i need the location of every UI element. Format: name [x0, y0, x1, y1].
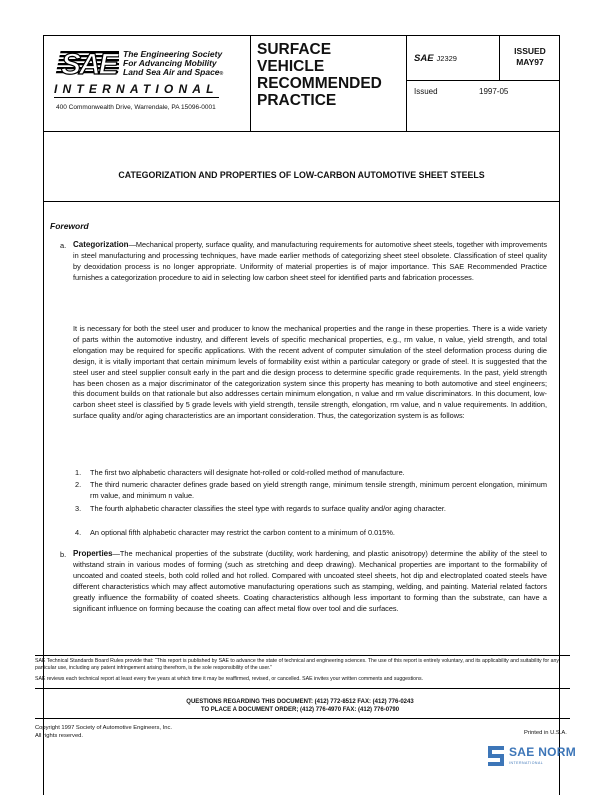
- org-name: [123, 50, 263, 79]
- section-b-body: —The mechanical properties of the substrate (ductility, work hardening, and plastic anisotropy) determine the ability of the steel to withstand strain in various modes of forming (such as stretching and deep drawing). Mechanical properties are important to the formability of uncoated and coated steels, both cold rolled and hot rolled. Compared with uncoated steel sheets, hot dip and electroplated coated steels have different characteristics which may affect automotive manufacturing operations such as stamping, welding, and painting. Material related factors greatly influence the formability of coated sheets. Coating characteristics although less important to forming than the substrate, can have a significant influence on forming because the coating can affect metal flow over tool and die surfaces.: [73, 549, 547, 613]
- svg-text:SAE: SAE: [61, 49, 117, 77]
- doc-number-text: J2329: [436, 54, 457, 63]
- document-number: [414, 48, 492, 64]
- issued-date: 1997-05: [479, 87, 509, 96]
- org-line: The Engineering Society: [123, 49, 223, 59]
- org-address: 400 Commonwealth Drive, Warrendale, PA 15096-0001: [56, 104, 216, 111]
- issued-stamp-line: MAY97: [516, 57, 544, 67]
- foreword-heading: Foreword: [50, 221, 89, 231]
- footer-rule: [35, 655, 570, 656]
- order-line: TO PLACE A DOCUMENT ORDER; (412) 776-4970 FAX: (412) 776-0790: [200, 707, 400, 713]
- list-item-text: An optional fifth alphabetic character may restrict the carbon content to a minimum of 0.015%.: [90, 528, 395, 537]
- section-b-text: [73, 549, 547, 614]
- sae-mini-logo: SAE: [414, 53, 434, 64]
- section-a-body: —Mechanical property, surface quality, and manufacturing requirements for automotive sheet steels, together with improvements in steel manufacturing and processing techniques, have made earlier methods of categorizing sheet steel obsolete. Classification of steel quality by deoxidation process is no longer appropriate. Uniformity of material properties is of major importance. This SAE Recommended Practice furnishes a categorization procedure to aid in selecting low carbon sheet steel for identified parts and fabrication processes.: [73, 240, 547, 282]
- list-item: [75, 480, 547, 502]
- section-a-paragraph-2: It is necessary for both the steel user and producer to know the mechanical properties and the range in these properties. There is a wide variety of parts within the automotive industry, and different levels of specific mechanical properties, e.g., rm value, n value, yield strength, and total elongation may be required for specific applications. With the recent advent of computer simulation of the steel deformation process during die design, it is vitally important that certain minimum levels of formability exist within a particular category or grade of steel. It is suggested that the steel user and steel supplier consult early in the part and die design process to determine specific grade requirements. In the past, yield strength has been chosen as a major discriminator of the categorization system since this property has meaning to both automotive and steel engineers; this document builds on that rationale but also addresses certain minimum elongation, n value and rm value discriminators. In this document, low-carbon sheet steel is classified by 5 grade levels with yield strength, tensile strength, elongation, rm value, and n value requirements. In addition, surface quality and/or aging characteristics are an important consideration. Thus, the categorization system is as follows:: [73, 324, 547, 421]
- watermark-subtext: INTERNATIONAL: [509, 761, 544, 765]
- document-type-line: PRACTICE: [257, 92, 337, 109]
- printed-in: Printed in U.S.A.: [524, 730, 567, 736]
- title-box: [43, 131, 560, 202]
- footer-rule: [35, 688, 570, 689]
- issued-label: Issued: [414, 87, 438, 96]
- header-divider: [406, 36, 407, 131]
- header-divider: [499, 36, 500, 81]
- header-divider: [406, 80, 559, 81]
- footer-note-rules: SAE Technical Standards Board Rules provide that: “This report is published by SAE to advance the state of technical and engineering sciences. The use of this report is entirely voluntary, and its applicability and suitability for any particular use, including any patent infringement arising therefrom, is the sole responsibility of the user.”: [35, 658, 559, 671]
- org-line: For Advancing Mobility: [123, 58, 217, 68]
- list-item-text: The fourth alphabetic character classifies the steel type with regards to surface quality and/or aging character.: [90, 504, 446, 513]
- list-item: [75, 528, 547, 539]
- list-item-number: 1.: [75, 468, 82, 477]
- rights-line: All rights reserved.: [35, 732, 84, 739]
- document-type-line: VEHICLE: [257, 58, 325, 75]
- list-item-number: 2.: [75, 480, 82, 489]
- international-label: INTERNATIONAL: [54, 82, 219, 96]
- issued-stamp-line: ISSUED: [514, 46, 546, 56]
- list-item: [75, 468, 547, 479]
- document-title: CATEGORIZATION AND PROPERTIES OF LOW-CARBON AUTOMOTIVE SHEET STEELS: [118, 170, 485, 180]
- sae-logo: [51, 44, 251, 124]
- issued-stamp: [502, 46, 558, 68]
- section-b-heading: Properties: [73, 549, 113, 558]
- section-a-text: [73, 240, 547, 284]
- footer-rule: [35, 718, 570, 719]
- sae-norm-watermark: [484, 742, 596, 772]
- list-item-text: The third numeric character defines grade based on yield strength range, minimum tensile strength, minimum percent elongation, minimum rm value, and minimum n value.: [90, 480, 547, 500]
- sae-watermark-icon: [484, 742, 508, 770]
- document-type-line: SURFACE: [257, 41, 332, 58]
- sae-logo-mark: [55, 49, 119, 77]
- list-item-number: 4.: [75, 528, 82, 537]
- list-item-text: The first two alphabetic characters will designate hot-rolled or cold-rolled method of manufacture.: [90, 468, 405, 477]
- copyright-line: Copyright 1997 Society of Automotive Engineers, Inc.: [35, 725, 172, 731]
- document-type-line: RECOMMENDED: [257, 75, 382, 92]
- section-a-heading: Categorization: [73, 240, 129, 249]
- list-item: [75, 504, 547, 515]
- section-a-label: a.: [60, 241, 67, 250]
- document-type: [257, 41, 397, 109]
- questions-line: QUESTIONS REGARDING THIS DOCUMENT: (412) 772-8512 FAX: (412) 776-0243: [186, 699, 414, 705]
- watermark-text: SAE NORM: [509, 745, 577, 759]
- section-b-label: b.: [60, 550, 67, 559]
- footer-note-review: SAE reviews each technical report at least every five years at which time it may be reaffirmed, revised, or cancelled. SAE invites your written comments and suggestions.: [35, 676, 423, 682]
- copyright-notice: [35, 725, 172, 740]
- list-item-number: 3.: [75, 504, 82, 513]
- registered-mark: ®: [219, 71, 224, 77]
- header-box: [43, 35, 560, 132]
- org-line: Land Sea Air and Space: [123, 67, 220, 77]
